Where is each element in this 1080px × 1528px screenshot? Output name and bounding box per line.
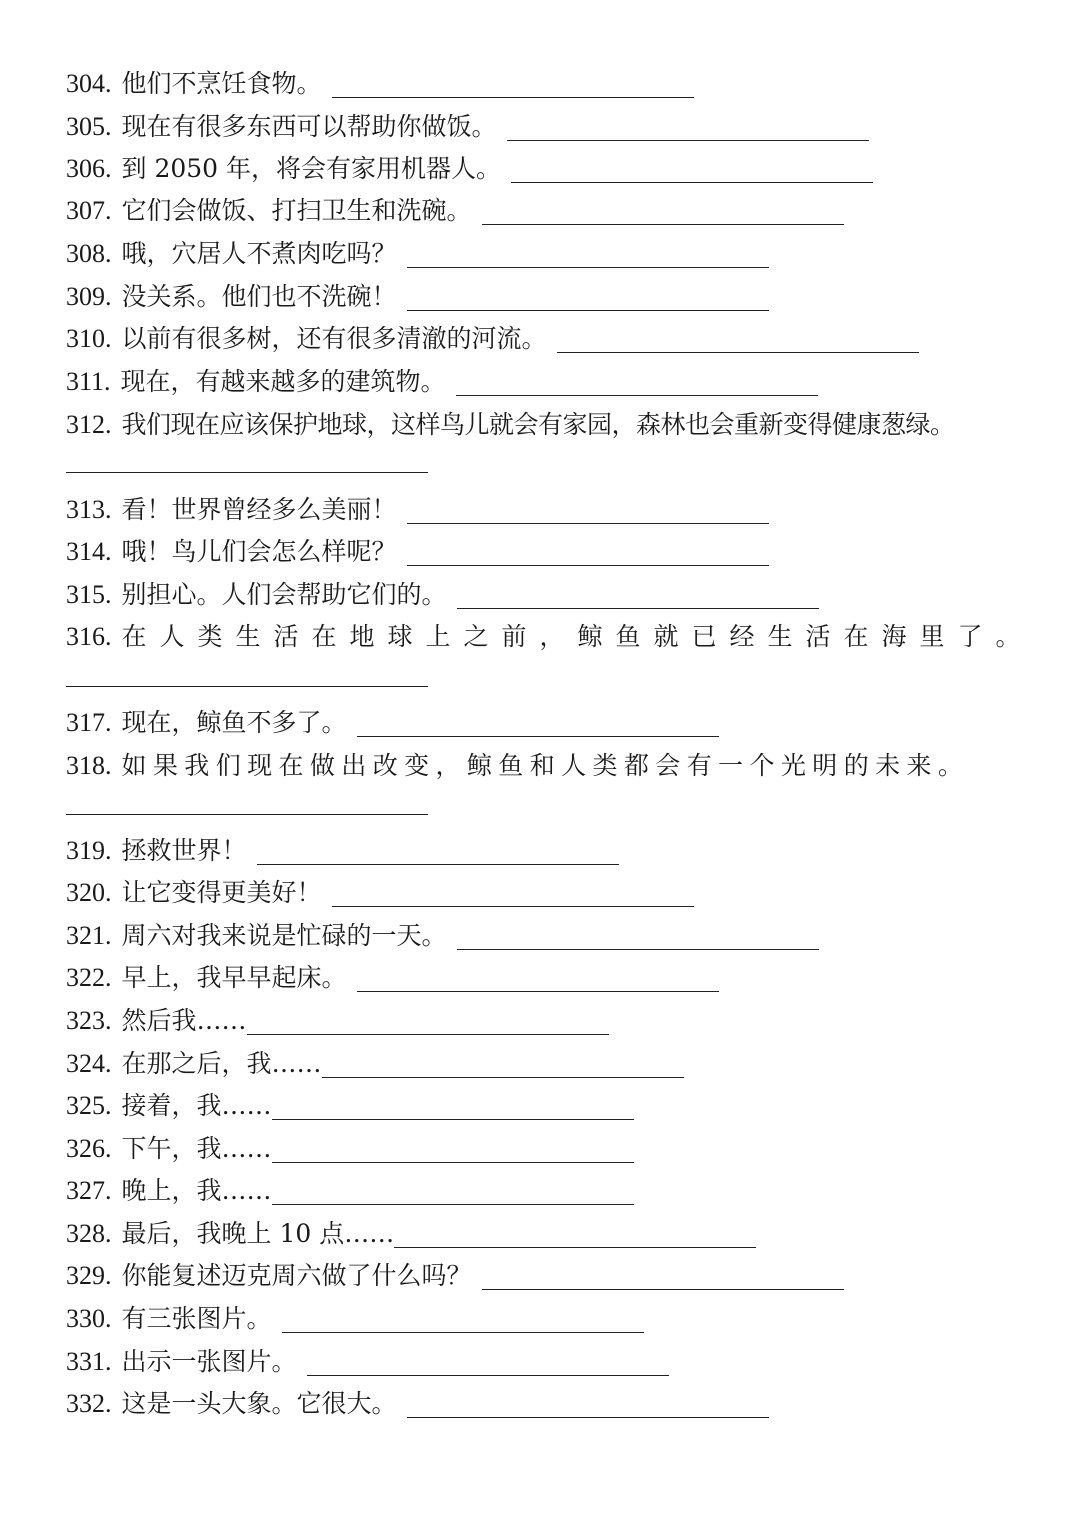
- item-text: 他们不烹饪食物。: [121, 69, 322, 98]
- item-number: 330.: [66, 1304, 112, 1333]
- answer-blank[interactable]: [322, 1055, 684, 1078]
- exercise-item-324: [66, 1044, 684, 1084]
- exercise-item-323: [66, 1001, 609, 1041]
- answer-blank[interactable]: [457, 586, 819, 609]
- item-number: 314.: [66, 537, 112, 566]
- exercise-item-304: [66, 64, 694, 104]
- answer-blank[interactable]: [282, 1310, 644, 1333]
- exercise-item-326: [66, 1129, 634, 1169]
- item-number: 309.: [66, 282, 112, 311]
- item-number: 315.: [66, 580, 112, 609]
- item-text: 我们现在应该保护地球，这样鸟儿就会有家园，森林也会重新变得健康葱绿。: [121, 410, 955, 439]
- exercise-item-332: [66, 1384, 769, 1424]
- item-number: 310.: [66, 324, 112, 353]
- answer-blank[interactable]: [511, 160, 873, 183]
- answer-blank[interactable]: [66, 686, 428, 687]
- answer-blank[interactable]: [407, 501, 769, 524]
- item-text: 在那之后，我……: [121, 1049, 322, 1078]
- item-text: 周六对我来说是忙碌的一天。: [121, 921, 447, 950]
- item-number: 306.: [66, 154, 112, 183]
- item-text: 别担心。人们会帮助它们的。: [121, 580, 447, 609]
- item-number: 327.: [66, 1176, 112, 1205]
- exercise-item-330: [66, 1299, 644, 1339]
- item-number: 328.: [66, 1219, 112, 1248]
- item-text: 晚上，我……: [121, 1176, 272, 1205]
- exercise-item-322: [66, 958, 719, 998]
- answer-blank[interactable]: [482, 202, 844, 225]
- item-text: 拯救世界！: [121, 836, 247, 865]
- item-text: 有三张图片。: [121, 1304, 272, 1333]
- item-text: 它们会做饭、打扫卫生和洗碗。: [121, 196, 472, 225]
- item-text: 接着，我……: [121, 1091, 272, 1120]
- item-text: 没关系。他们也不洗碗！: [121, 282, 397, 311]
- exercise-item-310: [66, 319, 919, 359]
- answer-blank[interactable]: [507, 118, 869, 141]
- item-text: 在人类生活在地球上之前，鲸鱼就已经生活在海里了。: [121, 622, 1034, 651]
- answer-blank[interactable]: [332, 884, 694, 907]
- answer-blank[interactable]: [257, 842, 619, 865]
- item-text: 到 2050 年，将会有家用机器人。: [121, 154, 502, 183]
- exercise-item-325: [66, 1086, 634, 1126]
- item-number: 304.: [66, 69, 112, 98]
- exercise-item-315: [66, 575, 819, 615]
- item-text: 现在有很多东西可以帮助你做饭。: [121, 112, 497, 141]
- exercise-item-308: [66, 234, 769, 274]
- item-number: 316.: [66, 622, 112, 651]
- exercise-item-321: [66, 916, 819, 956]
- item-number: 308.: [66, 239, 112, 268]
- answer-blank[interactable]: [307, 1353, 669, 1376]
- exercise-item-316: [66, 617, 1034, 657]
- item-number: 332.: [66, 1389, 112, 1418]
- item-number: 307.: [66, 196, 112, 225]
- exercise-item-327: [66, 1171, 634, 1211]
- item-number: 323.: [66, 1006, 112, 1035]
- item-text: 哦，穴居人不煮肉吃吗？: [121, 239, 397, 268]
- item-text: 下午，我……: [121, 1134, 272, 1163]
- exercise-item-331: [66, 1342, 669, 1382]
- item-number: 312.: [66, 410, 112, 439]
- item-text: 以前有很多树，还有很多清澈的河流。: [121, 324, 547, 353]
- item-text: 这是一头大象。它很大。: [121, 1389, 397, 1418]
- answer-blank[interactable]: [272, 1182, 634, 1205]
- exercise-item-320: [66, 873, 694, 913]
- exercise-item-329: [66, 1256, 844, 1296]
- answer-blank[interactable]: [457, 927, 819, 950]
- answer-blank[interactable]: [394, 1225, 756, 1248]
- item-text: 最后，我晚上 10 点……: [121, 1219, 395, 1248]
- exercise-item-311: [66, 362, 818, 402]
- answer-blank[interactable]: [456, 373, 818, 396]
- item-number: 331.: [66, 1347, 112, 1376]
- item-text: 看！世界曾经多么美丽！: [121, 495, 397, 524]
- answer-blank[interactable]: [557, 330, 919, 353]
- exercise-item-305: [66, 107, 869, 147]
- exercise-item-318: [66, 746, 969, 786]
- answer-blank[interactable]: [332, 75, 694, 98]
- item-number: 317.: [66, 708, 112, 737]
- item-number: 326.: [66, 1134, 112, 1163]
- item-text: 然后我……: [121, 1006, 247, 1035]
- exercise-item-328: [66, 1214, 756, 1254]
- answer-blank[interactable]: [272, 1140, 634, 1163]
- answer-blank[interactable]: [357, 969, 719, 992]
- item-number: 329.: [66, 1261, 112, 1290]
- exercise-item-319: [66, 831, 619, 871]
- item-number: 324.: [66, 1049, 112, 1078]
- item-number: 320.: [66, 878, 112, 907]
- answer-blank[interactable]: [407, 245, 769, 268]
- item-text: 早上，我早早起床。: [121, 963, 347, 992]
- exercise-item-314: [66, 532, 769, 572]
- exercise-item-307: [66, 191, 844, 231]
- item-text: 如果我们现在做出改变，鲸鱼和人类都会有一个光明的未来。: [121, 751, 970, 780]
- answer-blank[interactable]: [407, 1395, 769, 1418]
- item-text: 哦！鸟儿们会怎么样呢？: [121, 537, 397, 566]
- exercise-item-306: [66, 149, 873, 189]
- answer-blank[interactable]: [272, 1097, 634, 1120]
- answer-blank[interactable]: [407, 543, 769, 566]
- exercise-item-309: [66, 277, 769, 317]
- item-text: 现在，有越来越多的建筑物。: [120, 367, 446, 396]
- item-text: 你能复述迈克周六做了什么吗？: [121, 1261, 472, 1290]
- item-text: 现在，鲸鱼不多了。: [121, 708, 347, 737]
- item-text: 让它变得更美好！: [121, 878, 322, 907]
- answer-blank[interactable]: [247, 1012, 609, 1035]
- exercise-item-313: [66, 490, 769, 530]
- item-number: 325.: [66, 1091, 112, 1120]
- item-number: 313.: [66, 495, 112, 524]
- answer-blank[interactable]: [66, 814, 428, 815]
- answer-blank[interactable]: [66, 472, 428, 473]
- item-number: 318.: [66, 751, 112, 780]
- answer-blank[interactable]: [407, 288, 769, 311]
- item-number: 322.: [66, 963, 112, 992]
- item-number: 305.: [66, 112, 112, 141]
- answer-blank[interactable]: [482, 1267, 844, 1290]
- item-number: 321.: [66, 921, 112, 950]
- item-text: 出示一张图片。: [121, 1347, 297, 1376]
- exercise-item-317: [66, 703, 719, 743]
- exercise-item-312: [66, 405, 955, 445]
- answer-blank[interactable]: [357, 714, 719, 737]
- item-number: 319.: [66, 836, 112, 865]
- item-number: 311.: [66, 367, 111, 396]
